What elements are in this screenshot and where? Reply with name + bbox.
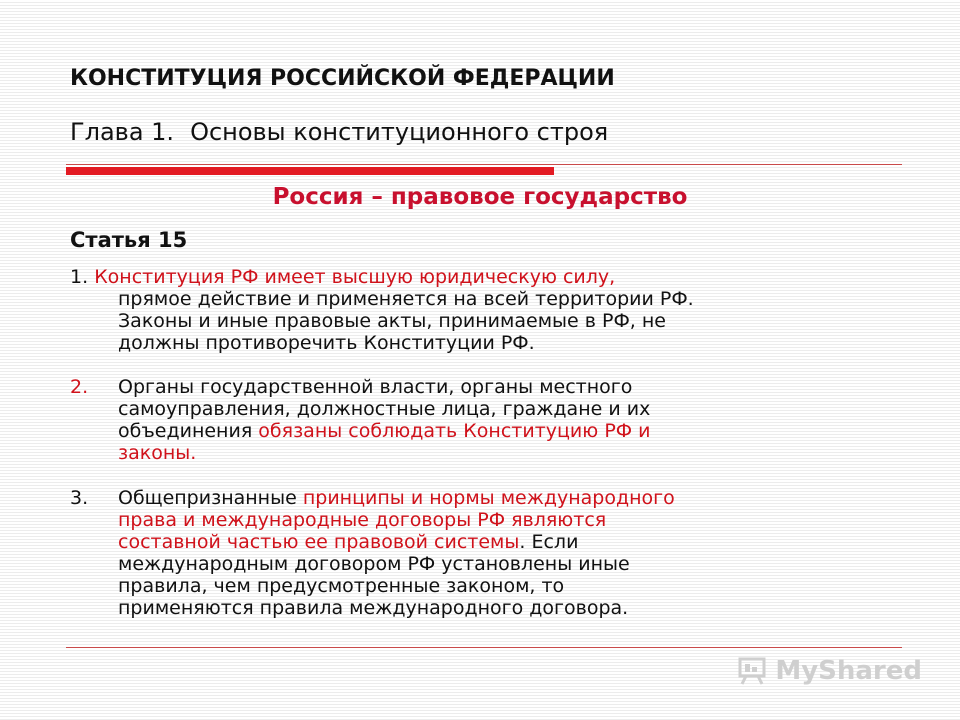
chapter-label: Глава 1. (70, 118, 175, 146)
paragraph-3 (70, 487, 870, 619)
paragraph-line: применяются правила международного договора. (118, 597, 629, 619)
watermark (737, 656, 922, 686)
highlighted-text: обязаны соблюдать Конституцию РФ и (258, 420, 651, 442)
paragraph-line: правила, чем предусмотренные законом, то (118, 575, 565, 597)
plain-text: объединения (118, 420, 259, 442)
paragraph-number: 2. (70, 376, 89, 398)
plain-text: . Если (519, 531, 579, 553)
paragraph-line (70, 266, 870, 288)
paragraph-line: международным договором РФ установлены иные (118, 553, 630, 575)
paragraph-line: законы. (118, 442, 197, 464)
paragraph-line: должны противоречить Конституции РФ. (118, 332, 535, 354)
article-heading: Статья 15 (70, 228, 188, 252)
paragraph-1 (70, 266, 870, 354)
document-title: КОНСТИТУЦИЯ РОССИЙСКОЙ ФЕДЕРАЦИИ (70, 66, 615, 91)
paragraph-line (70, 420, 870, 442)
chapter-heading (70, 118, 608, 146)
plain-text: Общепризнанные (118, 487, 303, 509)
paragraph-line: самоуправления, должностные лица, граждане и их (118, 398, 651, 420)
paragraph-2 (70, 376, 870, 464)
paragraph-line: права и международные договоры РФ являются (118, 509, 607, 531)
paragraph-line: прямое действие и применяется на всей территории РФ. (118, 288, 694, 310)
paragraph-line: Органы государственной власти, органы местного (118, 376, 633, 398)
paragraph-number: 3. (70, 487, 89, 509)
divider-thin-top (66, 164, 902, 165)
chapter-name: Основы конституционного строя (190, 118, 609, 146)
highlighted-text: составной частью ее правовой системы (118, 531, 520, 553)
watermark-text: MyShared (775, 656, 922, 686)
paragraph-line (70, 487, 870, 509)
paragraph-number: 1. (70, 266, 89, 288)
section-subheading: Россия – правовое государство (272, 184, 688, 210)
divider-thin-bottom (66, 647, 902, 648)
paragraph-line (70, 531, 870, 553)
highlighted-text: принципы и нормы международного (302, 487, 675, 509)
divider-accent-bar (66, 167, 554, 175)
highlighted-text: Конституция РФ имеет высшую юридическую силу, (94, 266, 616, 288)
paragraph-line: Законы и иные правовые акты, принимаемые в РФ, не (118, 310, 666, 332)
presentation-icon (737, 656, 771, 686)
